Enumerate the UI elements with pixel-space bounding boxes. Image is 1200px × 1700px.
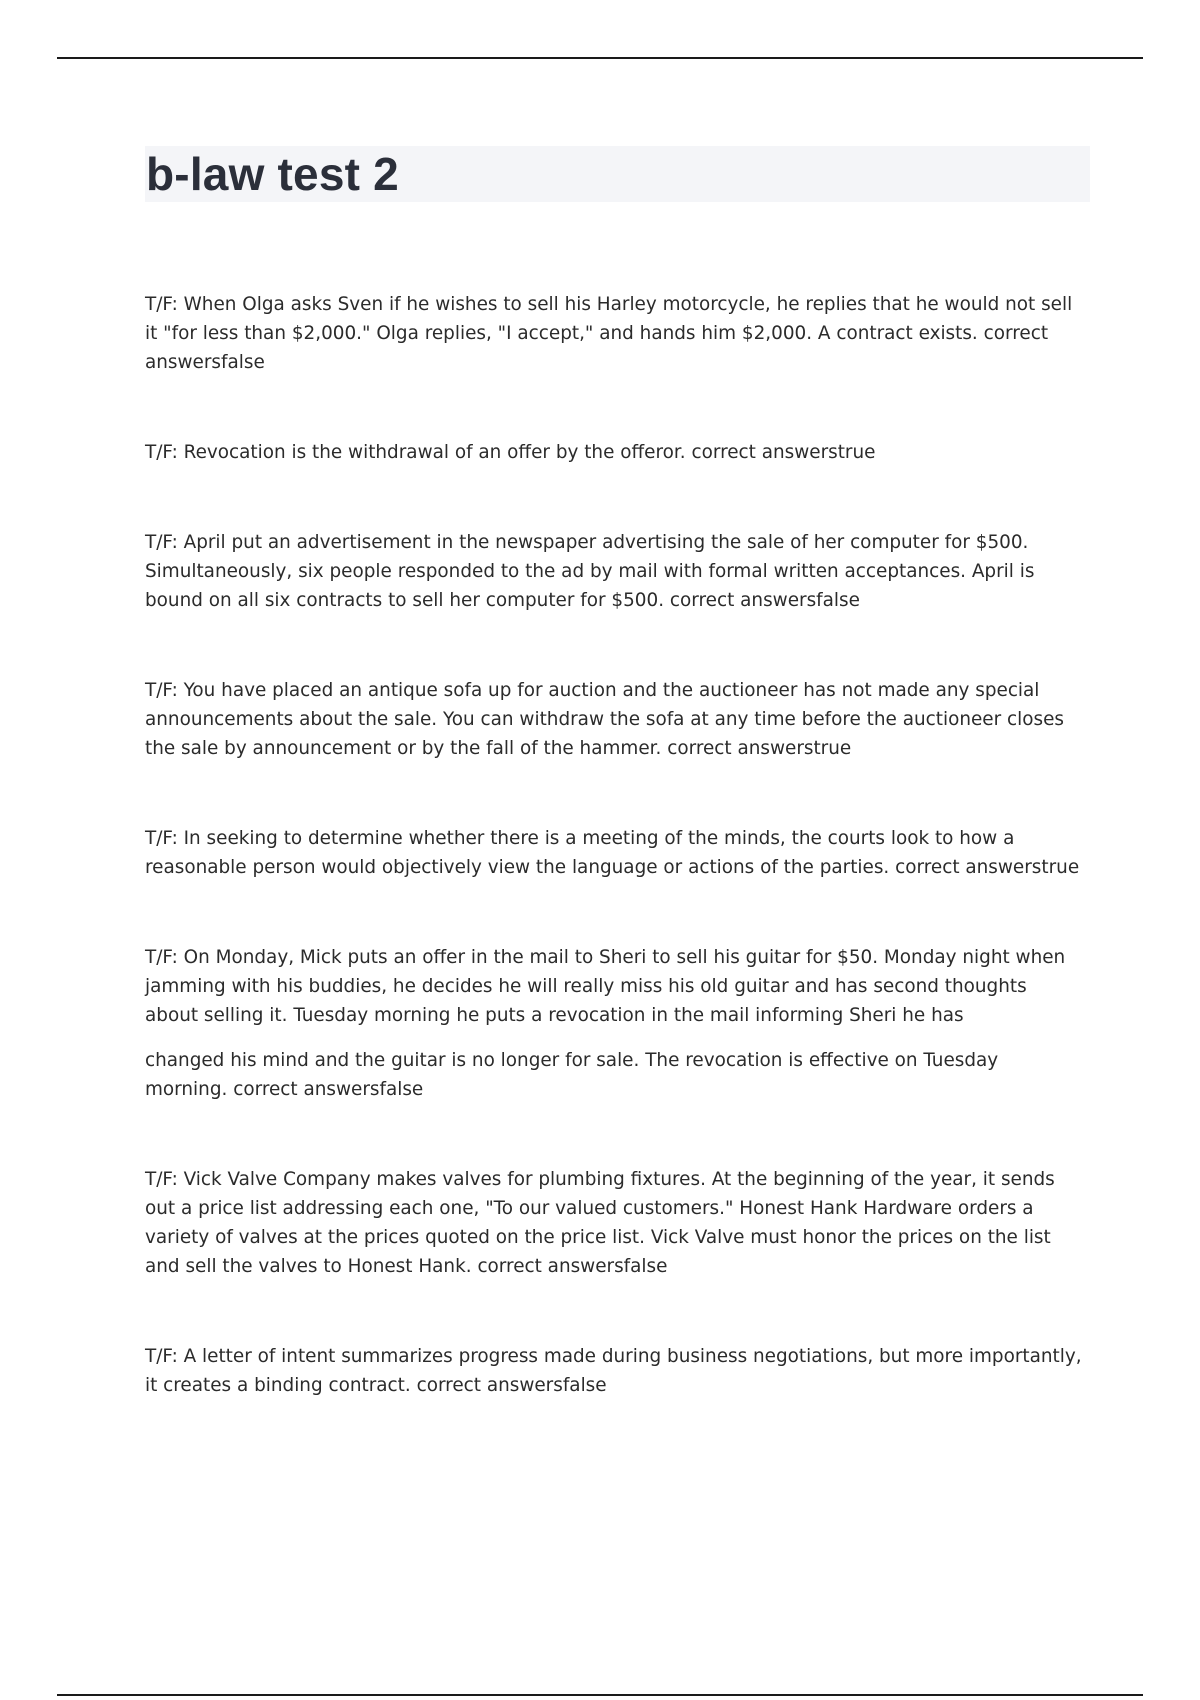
answer-text: correct answersfalse (416, 1375, 607, 1396)
qa-item (145, 824, 1085, 882)
question-text: T/F: You have placed an antique sofa up for auction and the auctioneer has not made any special announcements about the sale. You can withdraw the sofa at any time before the auctioneer closes the sale by announcement or by the fall of the hammer. (145, 680, 1064, 759)
qa-item (145, 528, 1085, 615)
qa-item (145, 290, 1085, 377)
answer-text: correct answerstrue (667, 738, 852, 759)
answer-text: correct answersfalse (145, 323, 1049, 373)
question-text: T/F: Revocation is the withdrawal of an offer by the offeror. (145, 442, 686, 463)
top-rule (57, 57, 1143, 59)
answer-text: correct answersfalse (669, 590, 860, 611)
question-text: T/F: On Monday, Mick puts an offer in the mail to Sheri to sell his guitar for $50. Monday night when jamming with his buddies, he decides he will really miss his old guitar and has second thoughts about selling it. Tuesday morning he puts a revocation in the mail informing Sheri he has (145, 947, 1066, 1026)
document-title: b-law test 2 (146, 148, 399, 200)
question-continuation-text: changed his mind and the guitar is no longer for sale. The revocation is effective on Tuesday morning. (145, 1050, 999, 1100)
qa-item (145, 1342, 1085, 1400)
answer-text: correct answersfalse (233, 1079, 424, 1100)
answer-text: correct answerstrue (691, 442, 876, 463)
question-text: T/F: In seeking to determine whether there is a meeting of the minds, the courts look to how a reasonable person would objectively view the language or actions of the parties. (145, 828, 1015, 878)
qa-item (145, 676, 1085, 763)
qa-item (145, 1165, 1085, 1281)
question-text: T/F: April put an advertisement in the newspaper advertising the sale of her computer for $500. Simultaneously, six people responded to the ad by mail with formal written acceptances. April is bound on all six contracts to sell her computer for $500. (145, 532, 1035, 611)
question-text: T/F: A letter of intent summarizes progress made during business negotiations, but more importantly, it creates a binding contract. (145, 1346, 1082, 1396)
qa-item (145, 943, 1085, 1030)
question-text: T/F: Vick Valve Company makes valves for plumbing fixtures. At the beginning of the year, it sends out a price list addressing each one, "To our valued customers." Honest Hank Hardware orders a variety of valves at the prices quoted on the price list. Vick Valve must honor the prices on the list and sell the valves to Honest Hank. (145, 1169, 1055, 1277)
qa-item-continuation (145, 1046, 1085, 1104)
bottom-rule (57, 1694, 1143, 1696)
qa-list (145, 290, 1085, 1400)
qa-item (145, 438, 1085, 467)
answer-text: correct answersfalse (477, 1256, 668, 1277)
answer-text: correct answerstrue (895, 857, 1080, 878)
question-text: T/F: When Olga asks Sven if he wishes to sell his Harley motorcycle, he replies that he would not sell it "for less than $2,000." Olga replies, "I accept," and hands him $2,000. A contract exists. (145, 294, 1073, 344)
